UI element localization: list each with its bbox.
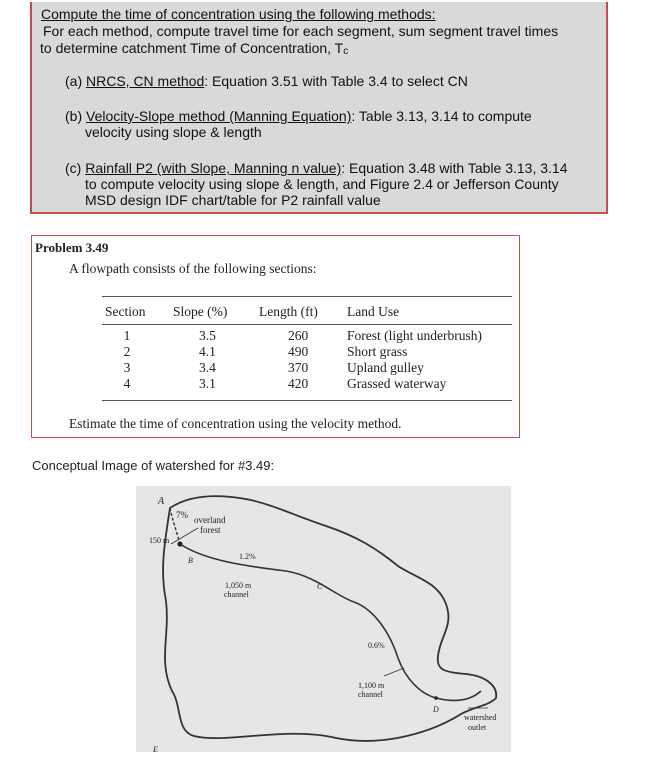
label-b: B <box>188 556 193 565</box>
table-cell: Upland gulley <box>347 360 424 375</box>
tc-subscript: c <box>343 46 349 57</box>
table-cell: 4 <box>123 376 131 391</box>
column-slope <box>199 328 216 392</box>
channel2-leader <box>384 668 404 676</box>
header-land-use: Land Use <box>347 304 400 319</box>
table-cell: 3 <box>123 360 131 375</box>
label-overland-length: 150 m <box>149 536 170 545</box>
table-cell: Forest (light underbrush) <box>347 328 482 343</box>
method-a-title: NRCS, CN method <box>86 73 205 89</box>
table-cell: 4.1 <box>199 344 216 359</box>
point-b-marker <box>177 541 182 546</box>
table-cell: Grassed waterway <box>347 376 447 391</box>
table-cell: 420 <box>288 376 309 391</box>
column-section <box>122 328 132 392</box>
table-cell: 370 <box>288 360 309 375</box>
overland-leader <box>171 528 198 544</box>
method-a: (a) NRCS, CN method: Equation 3.51 with Table 3.4 to select CN <box>65 73 468 89</box>
column-land-use <box>347 328 482 392</box>
label-a: A <box>158 496 165 507</box>
label-channel1-length: 1,050 m <box>225 581 252 590</box>
label-d: D <box>433 705 439 714</box>
table-cell: 3.1 <box>199 376 216 391</box>
header-length: Length (ft) <box>259 304 318 319</box>
problem-title: Problem 3.49 <box>35 240 109 255</box>
table-cell: 3.4 <box>199 360 216 375</box>
method-c: (c) Rainfall P2 (with Slope, Manning n value): Equation 3.48 with Table 3.13, 3.14 to compute velocity using slope & length, and Figure 2.4 or Jefferson County MSD design IDF chart/table for P2 rainfall value <box>65 160 568 208</box>
instructions-line-3: to determine catchment Time of Concentration, $T_c$ <box>40 40 349 57</box>
label-overland: overland <box>194 515 226 525</box>
table-cell: 1 <box>123 328 131 343</box>
method-b: (b) Velocity-Slope method (Manning Equation): Table 3.13, 3.14 to compute velocity using slope & length <box>65 108 532 140</box>
label-outlet-2: outlet <box>468 723 487 732</box>
figure-caption: Conceptual Image of watershed for #3.49: <box>32 458 275 473</box>
problem-intro: A flowpath consists of the following sections: <box>69 261 317 276</box>
method-c-title: Rainfall P2 (with Slope, Manning n value) <box>85 160 342 176</box>
problem-question: Estimate the time of concentration using the velocity method. <box>69 416 402 431</box>
instructions-line-2: For each method, compute travel time for each segment, sum segment travel times <box>43 23 559 39</box>
label-channel2-length: 1,100 m <box>358 681 385 690</box>
label-channel1-slope: 1.2% <box>239 552 256 561</box>
header-section: Section <box>105 304 146 319</box>
problem-panel <box>31 235 520 438</box>
watershed-diagram <box>136 486 511 752</box>
label-forest: forest <box>200 525 221 535</box>
table-rule-bottom <box>102 400 512 401</box>
label-outlet-1: watershed <box>464 713 497 722</box>
label-channel2: channel <box>358 690 383 699</box>
table-cell: Short grass <box>347 344 408 359</box>
table-cell: 3.5 <box>199 328 216 343</box>
label-overland-slope: 7% <box>176 510 188 520</box>
table-rule-mid <box>102 324 512 325</box>
table-rule-top <box>102 296 512 297</box>
table-cell: 260 <box>288 328 309 343</box>
label-e: E <box>153 745 158 752</box>
label-channel1: channel <box>224 590 249 599</box>
instructions-heading: Compute the time of concentration using the following methods: <box>41 6 436 22</box>
channel-flowpath <box>180 544 481 700</box>
table-cell: 490 <box>288 344 309 359</box>
column-length <box>288 328 308 392</box>
point-d-marker <box>434 696 438 700</box>
method-b-title: Velocity-Slope method (Manning Equation) <box>86 108 352 124</box>
header-slope: Slope (%) <box>173 304 228 319</box>
instructions-panel <box>30 2 608 214</box>
label-channel2-slope: 0.6% <box>368 641 385 650</box>
table-cell: 2 <box>123 344 131 359</box>
label-c: C <box>317 582 323 591</box>
